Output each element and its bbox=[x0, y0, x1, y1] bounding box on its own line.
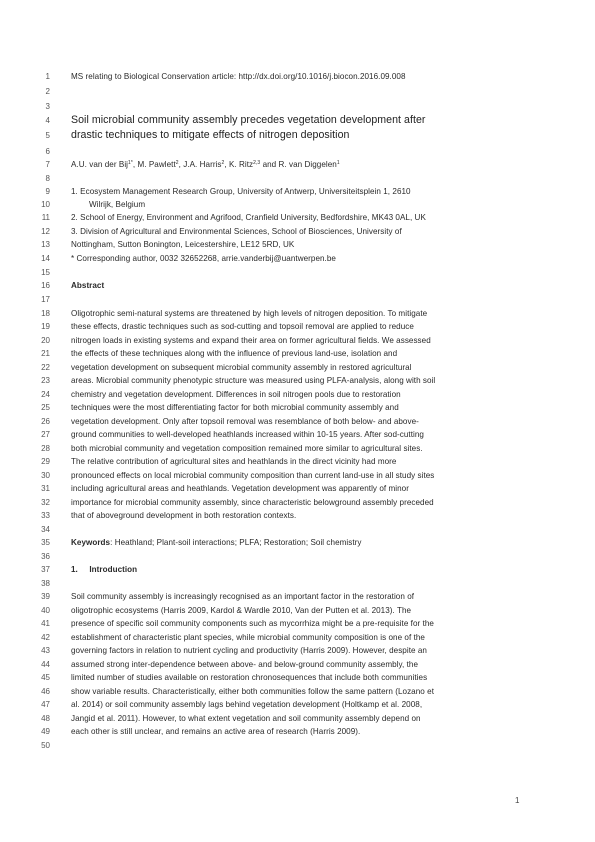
line-number: 40 bbox=[41, 606, 50, 615]
introduction-text-line: presence of specific soil community components such as mycorrhiza might be a pre-requisite for the bbox=[71, 619, 434, 628]
manuscript-line-49 bbox=[0, 725, 595, 738]
manuscript-line-5 bbox=[0, 129, 595, 142]
line-number: 10 bbox=[41, 200, 50, 209]
line-number: 31 bbox=[41, 484, 50, 493]
manuscript-line-16 bbox=[0, 279, 595, 292]
line-number: 44 bbox=[41, 660, 50, 669]
manuscript-line-29 bbox=[0, 455, 595, 468]
manuscript-line-6 bbox=[0, 145, 595, 158]
manuscript-line-13 bbox=[0, 238, 595, 251]
line-number: 29 bbox=[41, 457, 50, 466]
line-number: 38 bbox=[41, 579, 50, 588]
line-number: 49 bbox=[41, 727, 50, 736]
affiliation-marker: 1* bbox=[128, 160, 133, 166]
manuscript-line-18 bbox=[0, 307, 595, 320]
introduction-text-line: al. 2014) or soil community assembly lags behind vegetation development (Holtkamp et al. 2008, bbox=[71, 700, 423, 709]
abstract-text-line: importance for microbial community assembly, since characteristic belowground assembly preceded bbox=[71, 498, 434, 507]
line-number: 41 bbox=[41, 619, 50, 628]
manuscript-line-40 bbox=[0, 604, 595, 617]
line-number: 20 bbox=[41, 336, 50, 345]
abstract-heading: Abstract bbox=[71, 281, 105, 290]
manuscript-line-34 bbox=[0, 523, 595, 536]
manuscript-line-39 bbox=[0, 590, 595, 603]
manuscript-line-1 bbox=[0, 70, 595, 83]
author-name: A.U. van der Bij bbox=[71, 160, 129, 169]
affiliation-3-continued: Nottingham, Sutton Bonington, Leicestershire, LE12 5RD, UK bbox=[71, 240, 295, 249]
manuscript-line-28 bbox=[0, 442, 595, 455]
manuscript-line-14 bbox=[0, 252, 595, 265]
affiliation-3: 3. Division of Agricultural and Environmental Sciences, School of Biosciences, University of bbox=[71, 227, 402, 236]
abstract-text-line: techniques were the most differentiating factor for both microbial community assembly and bbox=[71, 403, 399, 412]
line-number: 8 bbox=[45, 174, 50, 183]
line-number: 18 bbox=[41, 309, 50, 318]
affiliation-marker: 2 bbox=[175, 160, 179, 166]
line-number: 39 bbox=[41, 592, 50, 601]
manuscript-line-47 bbox=[0, 698, 595, 711]
line-number: 46 bbox=[41, 687, 50, 696]
abstract-text-line: vegetation development. Only after topsoil removal was resemblance of both below- and above- bbox=[71, 417, 419, 426]
abstract-text-line: ground communities to well-developed heathlands increased within 10-15 years. After sod-cutting bbox=[71, 430, 424, 439]
line-number: 5 bbox=[45, 131, 50, 140]
line-number: 24 bbox=[41, 390, 50, 399]
abstract-text-line: both microbial community and vegetation composition remained more similar to agricultural sites. bbox=[71, 444, 423, 453]
line-number: 23 bbox=[41, 376, 50, 385]
line-number: 6 bbox=[45, 147, 50, 156]
author-name: , J.A. Harris bbox=[178, 160, 222, 169]
abstract-text-line: areas. Microbial community phenotypic structure was measured using PLFA-analysis, along with soil bbox=[71, 376, 436, 385]
line-number: 36 bbox=[41, 552, 50, 561]
line-number: 9 bbox=[45, 187, 50, 196]
page-number: 1 bbox=[515, 796, 520, 805]
line-number: 30 bbox=[41, 471, 50, 480]
manuscript-line-46 bbox=[0, 685, 595, 698]
affiliation-marker: 2,3 bbox=[253, 160, 261, 166]
introduction-text-line: show variable results. Characteristically, either both communities follow the same pattern (Lozano et bbox=[71, 687, 434, 696]
line-number: 21 bbox=[41, 349, 50, 358]
manuscript-line-42 bbox=[0, 631, 595, 644]
line-number: 14 bbox=[41, 254, 50, 263]
line-number: 25 bbox=[41, 403, 50, 412]
manuscript-line-7 bbox=[0, 158, 595, 171]
manuscript-line-12 bbox=[0, 225, 595, 238]
keywords bbox=[71, 536, 362, 549]
manuscript-line-21 bbox=[0, 347, 595, 360]
manuscript-line-3 bbox=[0, 100, 595, 113]
line-number: 15 bbox=[41, 268, 50, 277]
manuscript-line-10 bbox=[0, 198, 595, 211]
abstract-text-line: these effects, drastic techniques such as sod-cutting and topsoil removal are applied to reduce bbox=[71, 322, 414, 331]
abstract-text-line: vegetation development on subsequent microbial community assembly in restored agricultural bbox=[71, 363, 412, 372]
manuscript-line-4 bbox=[0, 114, 595, 127]
line-number: 16 bbox=[41, 281, 50, 290]
affiliation-marker: 1 bbox=[336, 160, 340, 166]
line-number: 22 bbox=[41, 363, 50, 372]
abstract-text-line: nitrogen loads in existing systems and expand their area on former agricultural fields. We assessed bbox=[71, 336, 431, 345]
affiliation-1: 1. Ecosystem Management Research Group, University of Antwerp, Universiteitsplein 1, 2610 bbox=[71, 187, 411, 196]
manuscript-line-19 bbox=[0, 320, 595, 333]
introduction-text-line: Soil community assembly is increasingly recognised as an important factor in the restoration of bbox=[71, 592, 415, 601]
line-number: 12 bbox=[41, 227, 50, 236]
manuscript-line-27 bbox=[0, 428, 595, 441]
line-number: 1 bbox=[45, 72, 50, 81]
affiliation-1-continued: Wilrijk, Belgium bbox=[89, 200, 146, 209]
line-number: 43 bbox=[41, 646, 50, 655]
line-number: 4 bbox=[45, 116, 50, 125]
line-number: 48 bbox=[41, 714, 50, 723]
manuscript-line-11 bbox=[0, 211, 595, 224]
introduction-text-line: establishment of characteristic plant species, while microbial community composition is one of the bbox=[71, 633, 425, 642]
abstract-text-line: Oligotrophic semi-natural systems are threatened by high levels of nitrogen deposition. To mitigate bbox=[71, 309, 428, 318]
header-note: MS relating to Biological Conservation article: http://dx.doi.org/10.1016/j.biocon.2016.09.008 bbox=[71, 72, 406, 81]
manuscript-line-35 bbox=[0, 536, 595, 549]
manuscript-line-25 bbox=[0, 401, 595, 414]
manuscript-line-43 bbox=[0, 644, 595, 657]
line-number: 11 bbox=[41, 213, 50, 222]
abstract-text-line: The relative contribution of agricultural sites and heathlands in the direct vicinity had more bbox=[71, 457, 397, 466]
line-number: 27 bbox=[41, 430, 50, 439]
manuscript-line-20 bbox=[0, 334, 595, 347]
affiliation-2: 2. School of Energy, Environment and Agrifood, Cranfield University, Bedfordshire, MK43 0AL, UK bbox=[71, 213, 426, 222]
manuscript-line-41 bbox=[0, 617, 595, 630]
manuscript-line-50 bbox=[0, 739, 595, 752]
manuscript-line-24 bbox=[0, 388, 595, 401]
line-number: 35 bbox=[41, 538, 50, 547]
line-number: 2 bbox=[45, 87, 50, 96]
introduction-text-line: each other is still unclear, and remains an active area of research (Harris 2009). bbox=[71, 727, 361, 736]
manuscript-line-31 bbox=[0, 482, 595, 495]
introduction-text-line: assumed strong inter-dependence between above- and below-ground community assembly, the bbox=[71, 660, 419, 669]
introduction-text-line: governing factors in relation to nutrient cycling and productivity (Harris 2009). However, despite an bbox=[71, 646, 427, 655]
line-number: 50 bbox=[41, 741, 50, 750]
line-number: 47 bbox=[41, 700, 50, 709]
line-number: 17 bbox=[41, 295, 50, 304]
abstract-text-line: including agricultural areas and heathlands. Vegetation development was apparently of minor bbox=[71, 484, 409, 493]
line-number: 32 bbox=[41, 498, 50, 507]
line-number: 45 bbox=[41, 673, 50, 682]
line-number: 37 bbox=[41, 565, 50, 574]
paper-title-line-1: Soil microbial community assembly precedes vegetation development after bbox=[71, 114, 426, 126]
introduction-text-line: limited number of studies available on restoration chronosequences that include both communities bbox=[71, 673, 428, 682]
manuscript-line-48 bbox=[0, 712, 595, 725]
corresponding-author: * Corresponding author, 0032 32652268, arrie.vanderbij@uantwerpen.be bbox=[71, 254, 336, 263]
abstract-text-line: that of aboveground development in both restoration contexts. bbox=[71, 511, 297, 520]
manuscript-line-30 bbox=[0, 469, 595, 482]
manuscript-line-17 bbox=[0, 293, 595, 306]
introduction-heading: 1. Introduction bbox=[71, 565, 138, 574]
manuscript-line-38 bbox=[0, 577, 595, 590]
manuscript-line-32 bbox=[0, 496, 595, 509]
line-number: 28 bbox=[41, 444, 50, 453]
keywords-list: : Heathland; Plant-soil interactions; PLFA; Restoration; Soil chemistry bbox=[110, 538, 362, 547]
manuscript-line-37 bbox=[0, 563, 595, 576]
manuscript-line-8 bbox=[0, 172, 595, 185]
author-list bbox=[71, 158, 340, 171]
introduction-text-line: oligotrophic ecosystems (Harris 2009, Kardol & Wardle 2010, Van der Putten et al. 2013). The bbox=[71, 606, 412, 615]
line-number: 42 bbox=[41, 633, 50, 642]
manuscript-line-26 bbox=[0, 415, 595, 428]
line-number: 7 bbox=[45, 160, 50, 169]
keywords-label: Keywords bbox=[71, 538, 111, 547]
line-number: 3 bbox=[45, 102, 50, 111]
manuscript-line-44 bbox=[0, 658, 595, 671]
line-number: 33 bbox=[41, 511, 50, 520]
line-number: 19 bbox=[41, 322, 50, 331]
paper-title-line-2: drastic techniques to mitigate effects of nitrogen deposition bbox=[71, 129, 350, 141]
author-name: , K. Ritz bbox=[224, 160, 254, 169]
manuscript-line-15 bbox=[0, 266, 595, 279]
affiliation-marker: 2 bbox=[221, 160, 225, 166]
line-number: 34 bbox=[41, 525, 50, 534]
manuscript-line-23 bbox=[0, 374, 595, 387]
manuscript-line-33 bbox=[0, 509, 595, 522]
abstract-text-line: the effects of these techniques along with the influence of previous land-use, isolation and bbox=[71, 349, 398, 358]
line-number: 13 bbox=[41, 240, 50, 249]
line-number: 26 bbox=[41, 417, 50, 426]
manuscript-line-45 bbox=[0, 671, 595, 684]
author-name: , M. Pawlett bbox=[132, 160, 176, 169]
manuscript-line-2 bbox=[0, 85, 595, 98]
manuscript-line-36 bbox=[0, 550, 595, 563]
abstract-text-line: chemistry and vegetation development. Differences in soil nitrogen pools due to restoration bbox=[71, 390, 401, 399]
manuscript-line-22 bbox=[0, 361, 595, 374]
abstract-text-line: pronounced effects on local microbial community composition than current land-use in all study sites bbox=[71, 471, 435, 480]
introduction-text-line: Jangid et al. 2011). However, to what extent vegetation and soil community assembly depend on bbox=[71, 714, 421, 723]
manuscript-line-9 bbox=[0, 185, 595, 198]
author-name: and R. van Diggelen bbox=[260, 160, 337, 169]
